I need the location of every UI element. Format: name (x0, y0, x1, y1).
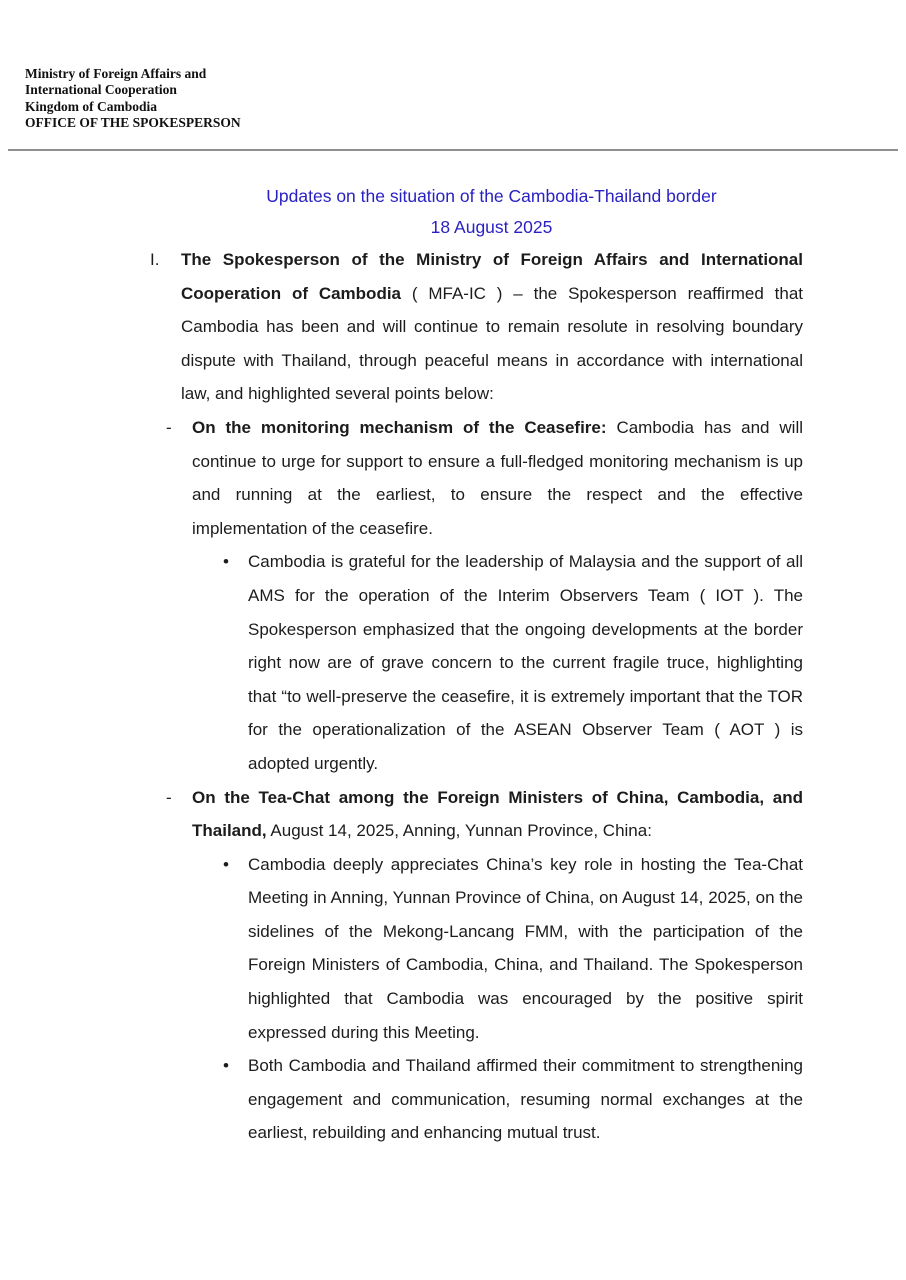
dash-item-text (192, 781, 803, 848)
document-body (150, 243, 803, 1150)
numbered-item (150, 243, 803, 411)
bullet-item-iot (150, 545, 803, 780)
dash-item-ceasefire (150, 411, 803, 545)
letterhead-line-ministry: Ministry of Foreign Affairs and (25, 66, 207, 81)
lead-text: On the Tea-Chat among the Foreign Ministers of China, Cambodia, and Thailand, (192, 787, 803, 841)
numbered-item-text (181, 243, 803, 411)
letterhead-line-kingdom: Kingdom of Cambodia (25, 98, 158, 114)
roman-numeral-marker: I. (150, 250, 160, 269)
title-line-date: 18 August 2025 (430, 216, 553, 237)
bullet-item-commitment (150, 1049, 803, 1150)
letterhead-line-office: OFFICE OF THE SPOKESPERSON (25, 115, 241, 131)
bullet-item-text (248, 1049, 803, 1150)
bullet-marker: • (223, 1056, 229, 1076)
letterhead (25, 66, 241, 132)
bullet-marker: • (223, 552, 229, 572)
body-text: Cambodia has and will continue to urge for support to ensure a full-fledged monitoring mechanism is up and running at the earliest, to ensure the respect and the effective implementation of the ceasefire. (192, 417, 803, 538)
bullet-item-text (248, 545, 803, 780)
title-line-subject: Updates on the situation of the Cambodia-Thailand border (266, 186, 717, 206)
letterhead-line-cooperation: International Cooperation (25, 82, 177, 98)
dash-marker: - (166, 417, 172, 437)
body-text: Both Cambodia and Thailand affirmed their commitment to strengthening engagement and communication, resuming normal exchanges at the earliest, rebuilding and enhancing mutual trust. (248, 1056, 803, 1143)
bullet-marker: • (223, 854, 229, 874)
dash-item-tea-chat (150, 781, 803, 848)
body-text: August 14, 2025, Anning, Yunnan Province, China: (266, 821, 652, 841)
dash-marker: - (166, 787, 172, 807)
header-divider (8, 149, 898, 151)
bullet-item-text (248, 848, 803, 1050)
body-text: Cambodia is grateful for the leadership of Malaysia and the support of all AMS for the operation of the Interim Observers Team ( IOT ). The Spokesperson emphasized that the ongoing developments at the border right now are of grave concern to the current fragile truce, highlighting that “to well-preserve the ceasefire, it is extremely important that the TOR for the operationalization of the ASEAN Observer Team ( AOT ) is adopted urgently. (248, 552, 803, 773)
document-title (180, 181, 803, 242)
lead-text: The Spokesperson of the Ministry of Foreign Affairs and International Cooperation of Cambodia (181, 250, 803, 303)
body-text: ( MFA-IC ) – the Spokesperson reaffirmed that Cambodia has been and will continue to remain resolute in resolving boundary dispute with Thailand, through peaceful means in accordance with international law, and highlighted several points below: (181, 283, 803, 404)
bullet-item-china-role (150, 848, 803, 1050)
dash-item-text (192, 411, 803, 545)
lead-text: On the monitoring mechanism of the Ceasefire: (192, 417, 607, 437)
body-text: Cambodia deeply appreciates China’s key role in hosting the Tea-Chat Meeting in Anning, Yunnan Province of China, on August 14, 2025, on the sidelines of the Mekong-Lancang FMM, with the participation of the Foreign Ministers of Cambodia, China, and Thailand. The Spokesperson highlighted that Cambodia was encouraged by the positive spirit expressed during this Meeting. (248, 854, 803, 1042)
